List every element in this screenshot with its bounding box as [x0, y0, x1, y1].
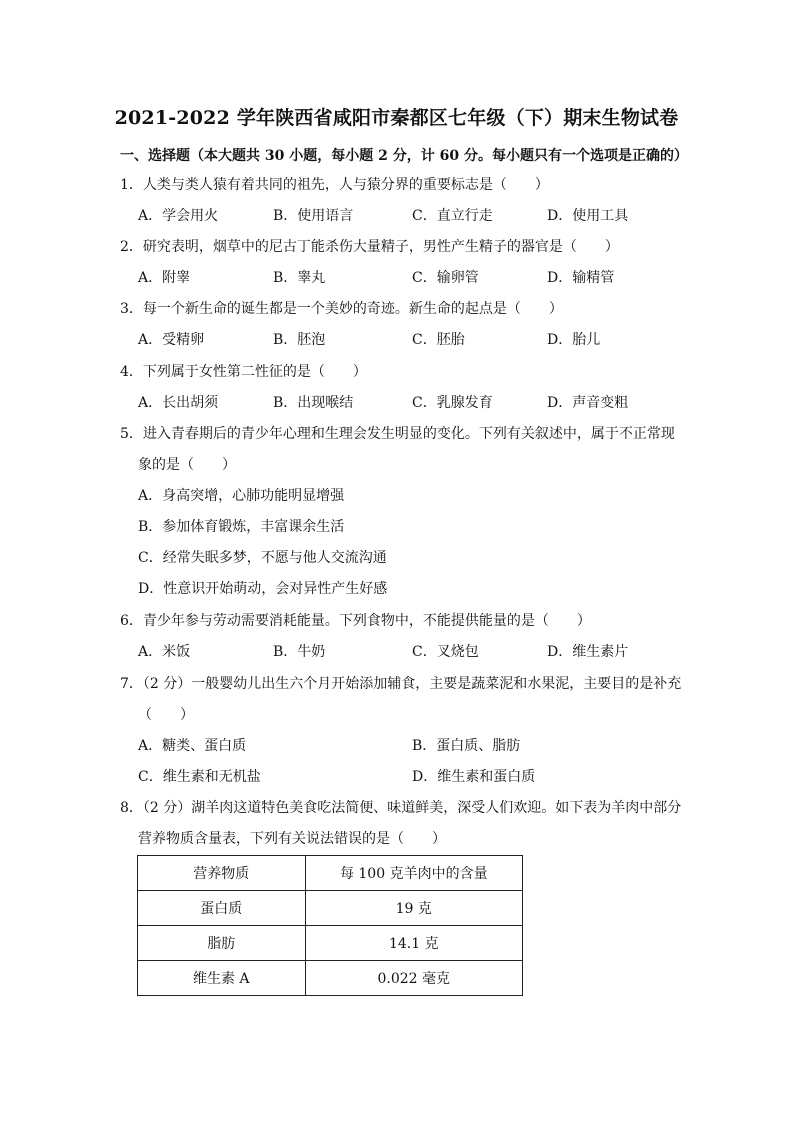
table-header-cell: 每 100 克羊肉中的含量 — [305, 856, 522, 891]
question-2-option-a: A．附睾 — [138, 270, 191, 286]
question-6-option-d: D．维生素片 — [547, 644, 629, 660]
page-title: 2021-2022 学年陕西省咸阳市秦都区七年级（下）期末生物试卷 — [114, 107, 679, 129]
question-1-option-d: D．使用工具 — [547, 208, 629, 224]
question-4-option-d: D．声音变粗 — [547, 395, 629, 411]
table-header-cell: 营养物质 — [138, 856, 306, 891]
question-4-option-b: B．出现喉结 — [273, 395, 354, 411]
question-8-stem-continued: 营养物质含量表，下列有关说法错误的是（ ） — [138, 831, 446, 847]
question-2-stem: 2．研究表明，烟草中的尼古丁能杀伤大量精子，男性产生精子的器官是（ ） — [120, 239, 619, 255]
question-5-option-a: A．身高突增，心肺功能明显增强 — [138, 488, 345, 504]
question-5-option-b: B．参加体育锻炼，丰富课余生活 — [138, 519, 345, 535]
table-row — [138, 891, 523, 926]
question-8-stem: 8．（2 分）湖羊肉这道特色美食吃法简便、味道鲜美，深受人们欢迎。如下表为羊肉中部分 — [120, 800, 682, 816]
question-3-option-a: A．受精卵 — [138, 332, 205, 348]
question-2-option-d: D．输精管 — [547, 270, 615, 286]
section-heading: 一、选择题（本大题共 30 小题，每小题 2 分，计 60 分。每小题只有一个选项是正确的） — [120, 148, 688, 164]
question-5-stem: 5．进入青春期后的青少年心理和生理会发生明显的变化。下列有关叙述中，属于不正常现 — [120, 426, 675, 442]
table-row — [138, 926, 523, 961]
table-cell: 19 克 — [305, 891, 522, 926]
question-4-stem: 4．下列属于女性第二性征的是（ ） — [120, 364, 367, 380]
question-1-stem: 1．人类与类人猿有着共同的祖先，人与猿分界的重要标志是（ ） — [120, 177, 549, 193]
question-2-option-b: B．睾丸 — [273, 270, 326, 286]
question-5-option-c: C．经常失眠多梦，不愿与他人交流沟通 — [138, 550, 387, 566]
table-cell: 脂肪 — [138, 926, 306, 961]
question-7-option-c: C．维生素和无机盐 — [138, 769, 261, 785]
question-5-stem-continued: 象的是（ ） — [138, 457, 236, 473]
question-7-stem: 7．（2 分）一般婴幼儿出生六个月开始添加辅食，主要是蔬菜泥和水果泥，主要目的是补充 — [120, 676, 682, 692]
question-7-stem-continued: （ ） — [138, 707, 194, 723]
nutrition-table — [137, 855, 523, 996]
question-3-option-b: B．胚泡 — [273, 332, 326, 348]
table-header-row — [138, 856, 523, 891]
table-cell: 14.1 克 — [305, 926, 522, 961]
question-1-option-a: A．学会用火 — [138, 208, 219, 224]
question-7-option-b: B．蛋白质、脂肪 — [412, 738, 521, 754]
question-5-option-d: D．性意识开始萌动，会对异性产生好感 — [138, 581, 388, 597]
table-cell: 0.022 毫克 — [305, 961, 522, 996]
question-1-option-b: B．使用语言 — [273, 208, 354, 224]
table-row — [138, 961, 523, 996]
question-1-option-c: C．直立行走 — [412, 208, 493, 224]
table-cell: 维生素 A — [138, 961, 306, 996]
question-7-option-d: D．维生素和蛋白质 — [412, 769, 536, 785]
question-3-stem: 3．每一个新生命的诞生都是一个美妙的奇迹。新生命的起点是（ ） — [120, 301, 563, 317]
question-4-option-a: A．长出胡须 — [138, 395, 219, 411]
question-6-option-c: C．叉烧包 — [412, 644, 479, 660]
question-6-option-b: B．牛奶 — [273, 644, 326, 660]
question-3-option-c: C．胚胎 — [412, 332, 465, 348]
table-cell: 蛋白质 — [138, 891, 306, 926]
question-4-option-c: C．乳腺发育 — [412, 395, 493, 411]
question-3-option-d: D．胎儿 — [547, 332, 601, 348]
question-6-stem: 6．青少年参与劳动需要消耗能量。下列食物中，不能提供能量的是（ ） — [120, 613, 591, 629]
question-6-option-a: A．米饭 — [138, 644, 191, 660]
question-2-option-c: C．输卵管 — [412, 270, 479, 286]
question-7-option-a: A．糖类、蛋白质 — [138, 738, 247, 754]
